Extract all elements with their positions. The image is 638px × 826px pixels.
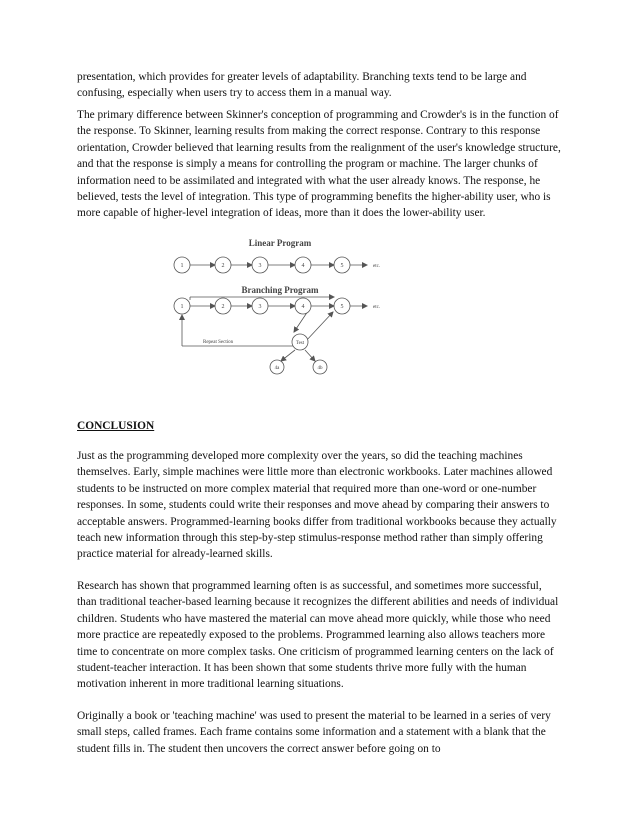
- linear-node-5: [334, 257, 350, 273]
- conclusion-heading: CONCLUSION: [77, 420, 155, 432]
- paragraph-research: Research has shown that programmed learning often is as successful, and sometimes more successful, than traditional teacher-based learning because it recognizes the different abilities and needs of individual children. Students who have mastered the material can move ahead more quickly, while those who need more practice are repeatedly exposed to the problems. Programmed learning also allows teachers more time to concentrate on more complex tasks. One criticism of programmed learning centers on the lack of student-teacher interaction. It has been shown that some students thrive more fully with the human motivation inherent in more traditional learning situations.: [77, 580, 559, 691]
- svg-text:1: 1: [180, 304, 184, 310]
- svg-text:4a: 4a: [274, 366, 280, 371]
- linear-etc-label: etc.: [373, 264, 381, 269]
- paragraph-adaptability: presentation, which provides for greater levels of adaptability. Branching texts tend to be large and confusing, especially when users try to access them in a manual way.: [77, 71, 527, 100]
- paragraph-frames: Originally a book or 'teaching machine' was used to present the material to be learned in a series of very small steps, called frames. Each frame contains some information and a statement with a blank that the student fills in. The student then uncovers the correct answer before going on to: [77, 710, 551, 755]
- paragraph-teaching-machines: Just as the programming developed more complexity over the years, so did the teaching machines themselves. Early, simple machines were little more than electronic workbooks. Later machines allowed students to be instructed on more complex material that required more than one-word or one-number responses. In some, students could write their responses and move ahead by comparing their answers to acceptable answers. Programmed-learning books differ from traditional workbooks because they actually teach new information through this step-by-step stimulus-response method rather than simply offering practice material for already-learned skills.: [77, 450, 557, 561]
- branching-etc-label: etc.: [373, 305, 381, 310]
- branching-node-1: [174, 298, 190, 314]
- svg-text:5: 5: [340, 304, 344, 310]
- branching-program-title: Branching Program: [241, 285, 319, 295]
- linear-node-3: [252, 257, 268, 273]
- linear-program-title: Linear Program: [248, 238, 312, 248]
- linear-node-1: [174, 257, 190, 273]
- svg-text:2: 2: [221, 304, 225, 310]
- svg-text:3: 3: [258, 304, 262, 310]
- branch-node-4a: [270, 360, 284, 374]
- repeat-section-label: Repeat Section: [203, 340, 234, 345]
- svg-text:4b: 4b: [317, 366, 323, 371]
- program-diagram: [171, 233, 411, 378]
- svg-text:Test: Test: [295, 341, 305, 346]
- branch-node-4b: [313, 360, 327, 374]
- svg-text:4: 4: [301, 263, 305, 269]
- linear-node-2: [215, 257, 231, 273]
- branching-node-3: [252, 298, 268, 314]
- svg-text:1: 1: [180, 263, 184, 269]
- branching-node-2: [215, 298, 231, 314]
- svg-text:3: 3: [258, 263, 262, 269]
- branching-node-4: [295, 298, 311, 314]
- test-node: [292, 334, 308, 350]
- linear-node-4: [295, 257, 311, 273]
- svg-text:5: 5: [340, 263, 344, 269]
- paragraph-skinner-crowder: The primary difference between Skinner's conception of programming and Crowder's is in the function of the response. To Skinner, learning results from making the correct response. Contrary to this response orientation, Crowder believed that learning results from the realignment of the user's knowledge structure, and that the response is simply a means for controlling the program or machine. The larger chunks of information need to be assimilated and integrated with what the user already knows. The response, he believed, tests the level of integration. This type of programming benefits the higher-ability user, who is more capable of higher-level integration of ideas, more than it does the lower-ability user.: [77, 109, 561, 220]
- svg-text:2: 2: [221, 263, 225, 269]
- branching-node-5: [334, 298, 350, 314]
- svg-text:4: 4: [301, 304, 305, 310]
